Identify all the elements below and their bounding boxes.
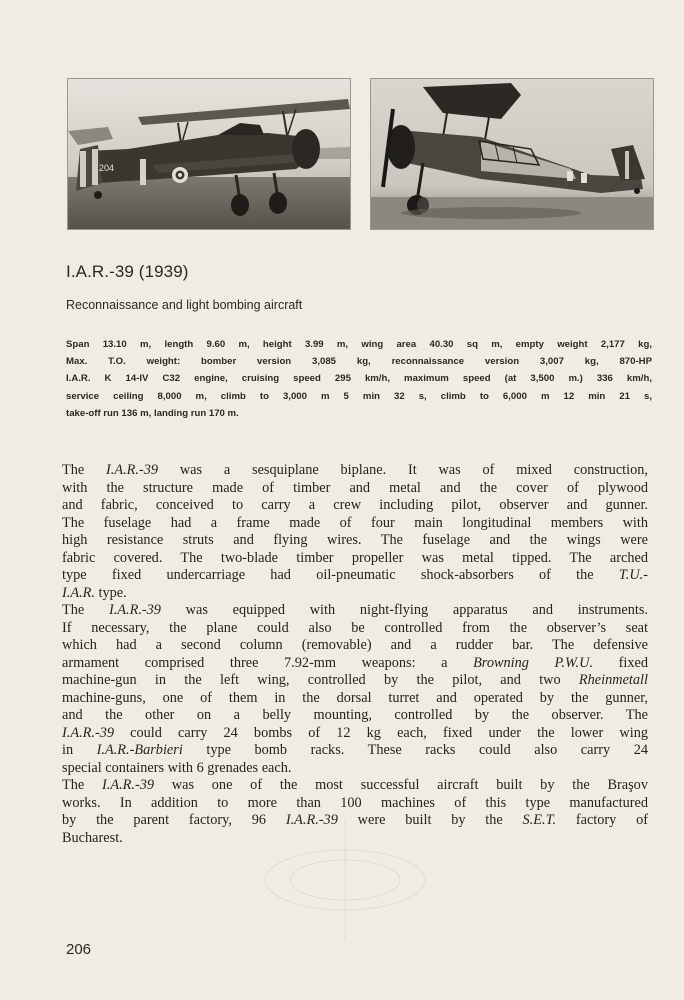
italic-term: I.A.R.-39 <box>285 812 338 828</box>
body-line <box>62 760 648 778</box>
body-line <box>62 620 648 638</box>
body-text-run: If necessary, the plane could also be controlled from the observer’s seat <box>62 619 648 636</box>
italic-term: Rheinmetall <box>578 672 648 688</box>
body-line <box>62 707 648 725</box>
body-text-run: could carry 24 bombs of 12 kg each, fixed under the lower wing <box>114 724 648 741</box>
body-line <box>62 795 648 813</box>
body-text-run: and fabric, conceived to carry a crew including pilot, observer and gunner. <box>62 497 648 513</box>
body-text-run: and the other on a belly mounting, controlled by the observer. The <box>62 707 648 723</box>
body-line <box>62 690 648 708</box>
spec-line: take-off run 136 m, landing run 170 m. <box>66 407 239 419</box>
body-text-run: type bomb racks. These racks could also carry 24 <box>182 742 648 758</box>
body-text-run: machine-guns, one of them in the dorsal turret and operated by the gunner, <box>62 689 648 706</box>
biplane-photo-illustration <box>68 79 350 229</box>
spec-line: Max. T.O. weight: bomber version 3,085 kg, reconnaissance version 3,007 kg, 870-HP <box>66 356 652 368</box>
body-line <box>62 550 648 568</box>
body-line <box>62 532 648 550</box>
body-text-run: special containers with 6 grenades each. <box>62 759 292 776</box>
description-text <box>62 462 648 847</box>
body-line <box>62 725 648 743</box>
body-text-run: was a sesquiplane biplane. It was of mixed construction, <box>158 462 648 478</box>
body-text-run: works. In addition to more than 100 machines of this type manufactured <box>62 794 648 811</box>
svg-text:204: 204 <box>99 163 115 173</box>
faint-drawing-watermark <box>260 820 430 940</box>
italic-term: T.U.- <box>618 567 648 583</box>
body-text-run: high resistance struts and flying wires. The fuselage and the wings were <box>62 532 648 548</box>
body-text-run: The fuselage had a frame made of four main longitudinal members with <box>62 514 648 531</box>
body-text-run: machine-gun in the left wing, controlled by the pilot, and two <box>62 672 579 688</box>
body-text-run: type fixed undercarriage had oil-pneumatic shock-absorbers of the <box>62 567 619 583</box>
body-line <box>62 480 648 498</box>
italic-term: Browning P.W.U. <box>473 654 594 671</box>
body-text-run: armament comprised three 7.92-mm weapons: a <box>62 654 474 671</box>
aircraft-photo-front-view <box>370 78 654 230</box>
body-line <box>62 637 648 655</box>
body-text-run: type. <box>94 584 127 601</box>
body-text-run: in <box>62 742 97 758</box>
body-line <box>62 777 648 795</box>
body-text-run: The <box>62 777 102 793</box>
body-text-run: fabric covered. The two-blade timber propeller was metal tipped. The arched <box>62 549 648 566</box>
body-line <box>62 585 648 603</box>
body-text-run: Bucharest. <box>62 829 123 846</box>
spec-line: I.A.R. K 14-IV C32 engine, cruising speed 295 km/h, maximum speed (at 3,500 m.) 336 km/h, <box>66 373 652 385</box>
aircraft-title: I.A.R.-39 (1939) <box>66 262 189 281</box>
italic-term: I.A.R.-Barbieri <box>96 742 183 758</box>
body-line <box>62 515 648 533</box>
body-line <box>62 742 648 760</box>
body-text-run: The <box>62 462 107 478</box>
body-text-run: fixed <box>593 654 648 671</box>
italic-term: I.A.R.-39 <box>108 602 161 618</box>
body-line <box>62 567 648 585</box>
body-text-run: factory of <box>556 812 649 828</box>
body-text-run: by the parent factory, 96 <box>62 812 286 828</box>
italic-term: S.E.T. <box>522 812 557 828</box>
body-text-run: which had a second column (removable) and a rudder bar. The defensive <box>62 637 648 653</box>
body-line <box>62 497 648 515</box>
body-line <box>62 462 648 480</box>
body-text-run: was equipped with night-flying apparatus and instruments. <box>160 602 648 618</box>
specifications-block <box>66 336 652 422</box>
italic-term: I.A.R. <box>62 584 95 601</box>
body-text-run: with the structure made of timber and metal and the cover of plywood <box>62 479 648 496</box>
italic-term: I.A.R.-39 <box>62 724 115 741</box>
page-number: 206 <box>66 941 92 958</box>
italic-term: I.A.R.-39 <box>106 462 159 478</box>
body-text-run: were built by the <box>337 812 523 828</box>
aircraft-subtitle: Reconnaissance and light bombing aircraft <box>66 298 303 312</box>
biplane-photo-illustration-front <box>371 79 653 229</box>
italic-term: I.A.R.-39 <box>102 777 155 793</box>
body-line <box>62 655 648 673</box>
spec-line: service ceiling 8,000 m, climb to 3,000 m 5 min 32 s, climb to 6,000 m 12 min 21 s, <box>66 390 652 402</box>
body-text-run: The <box>62 602 109 618</box>
body-line <box>62 672 648 690</box>
body-line <box>62 602 648 620</box>
aircraft-photo-side-view <box>67 78 351 230</box>
body-text-run: was one of the most successful aircraft built by the Braşov <box>154 777 648 793</box>
spec-line: Span 13.10 m, length 9.60 m, height 3.99 m, wing area 40.30 sq m, empty weight 2,177 kg, <box>66 339 652 350</box>
